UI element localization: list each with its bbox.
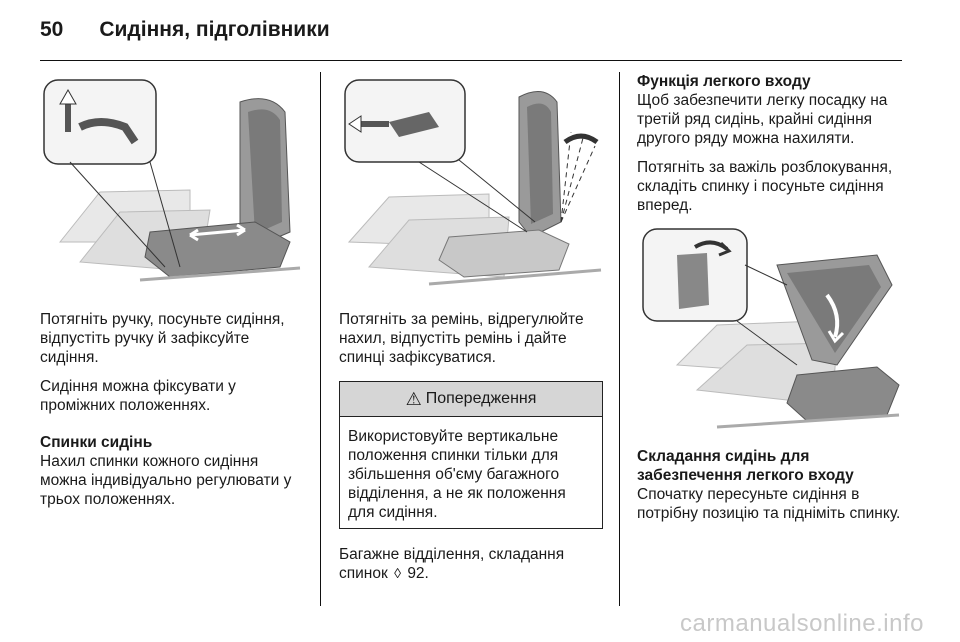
- warning-icon: ⚠: [405, 388, 422, 409]
- subheading-seat-backs: Спинки сидінь: [40, 434, 153, 451]
- page-number: 50: [40, 18, 64, 41]
- column-divider-1: [320, 72, 321, 606]
- xref-text: Багажне відділення, складання спинок: [339, 546, 565, 582]
- warning-title: Попередження: [425, 390, 537, 407]
- header-rule: [40, 60, 902, 61]
- column-2: [339, 72, 605, 593]
- section-title: Сидіння, підголівники: [99, 18, 330, 41]
- note-intermediate-positions: Сидіння можна фіксувати у проміжних положеннях.: [40, 378, 236, 414]
- watermark: carmanualsonline.info: [680, 610, 924, 637]
- warning-box: [339, 381, 603, 529]
- page-header: [40, 10, 330, 50]
- caption-seat-slide: Потягніть ручку, посуньте сидіння, відпустіть ручку й зафіксуйте сидіння.: [40, 311, 285, 366]
- warning-header: [340, 382, 602, 417]
- caption-backrest: Потягніть за ремінь, відрегулюйте нахил, відпустіть ремінь і дайте спинці зафіксуватися.: [339, 311, 584, 366]
- column-3: [637, 72, 903, 533]
- seat-slide-illustration: [40, 72, 304, 294]
- body-folding-seats: Спочатку пересуньте сидіння в потрібну позицію та підніміть спинку.: [637, 486, 901, 522]
- column-1: [40, 72, 304, 519]
- page-reference-icon: ◊: [394, 565, 401, 581]
- heading-easy-entry: Функція легкого входу: [637, 73, 811, 90]
- cross-reference: [339, 545, 605, 583]
- warning-text: Використовуйте вертикальне положення спинки тільки для збільшення об'єму багажного відділення, а не як положення для сидіння.: [348, 428, 566, 521]
- body-easy-entry-1: Щоб забезпечити легку посадку на третій ряд сидінь, крайні сидіння другого ряду можна нахиляти.: [637, 92, 888, 147]
- easy-entry-illustration: [637, 225, 901, 435]
- xref-page[interactable]: 92.: [407, 565, 429, 582]
- backrest-recline-illustration: [339, 72, 605, 294]
- body-seat-backs: Нахил спинки кожного сидіння можна індивідуально регулювати у трьох положеннях.: [40, 453, 292, 508]
- body-easy-entry-2: Потягніть за важіль розблокування, складіть спинку і посуньте сидіння вперед.: [637, 159, 893, 214]
- column-divider-2: [619, 72, 620, 606]
- subheading-folding-seats: Складання сидінь для забезпечення легкого входу: [637, 448, 854, 484]
